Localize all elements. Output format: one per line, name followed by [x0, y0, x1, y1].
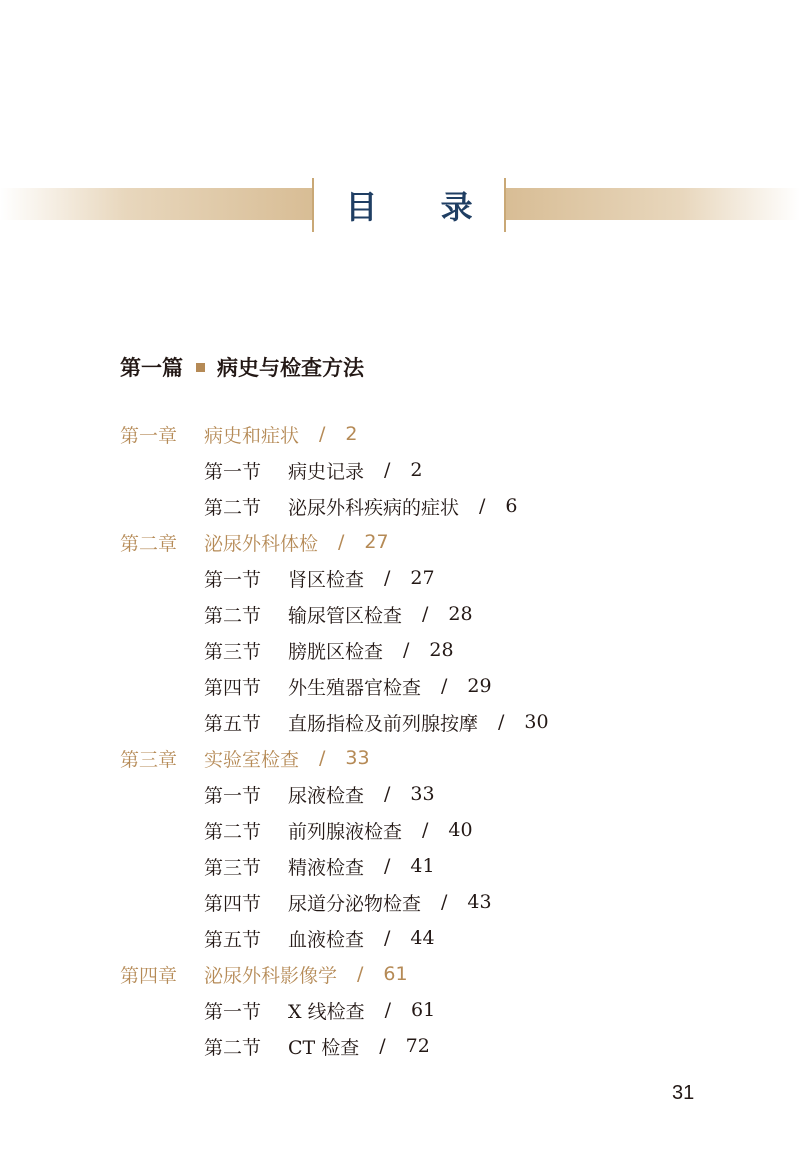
- entry-title: 精液检查: [288, 856, 365, 879]
- entry-separator: /: [441, 675, 448, 697]
- entry-title: X 线检查: [288, 1000, 365, 1023]
- toc-section-entry[interactable]: [120, 884, 780, 920]
- toc-chapter-entry[interactable]: [120, 740, 780, 776]
- entry-number: 第一节: [204, 460, 262, 483]
- entry-number: 第二节: [204, 820, 262, 843]
- entry-page: 2: [410, 459, 423, 481]
- entry-number: 第一节: [204, 568, 262, 591]
- entry-number: 第三节: [204, 856, 262, 879]
- entry-page: 72: [405, 1035, 430, 1057]
- entry-separator: /: [441, 891, 448, 913]
- entry-separator: /: [384, 567, 391, 589]
- toc-section-entry[interactable]: [120, 596, 780, 632]
- entry-title: 前列腺液检查: [288, 820, 403, 843]
- table-of-contents: [120, 416, 780, 1064]
- toc-chapter-entry[interactable]: [120, 956, 780, 992]
- entry-title: 肾区检查: [288, 568, 365, 591]
- part-title: 病史与检查方法: [217, 356, 364, 380]
- toc-section-entry[interactable]: [120, 776, 780, 812]
- entry-separator: /: [338, 531, 345, 553]
- part-label: 第一篇: [120, 356, 183, 380]
- toc-section-entry[interactable]: [120, 848, 780, 884]
- header-band-left: [0, 188, 312, 220]
- entry-page: 6: [505, 495, 518, 517]
- entry-number: 第一章: [120, 424, 178, 447]
- square-bullet-icon: [196, 363, 205, 372]
- entry-title: 泌尿外科体检: [204, 532, 319, 555]
- entry-number: 第一节: [204, 784, 262, 807]
- entry-separator: /: [357, 963, 364, 985]
- entry-page: 30: [524, 711, 549, 733]
- toc-section-entry[interactable]: [120, 812, 780, 848]
- entry-title: 外生殖器官检查: [288, 676, 422, 699]
- toc-chapter-entry[interactable]: [120, 524, 780, 560]
- entry-page: 43: [467, 891, 492, 913]
- entry-separator: /: [379, 1035, 386, 1057]
- entry-title: 输尿管区检查: [288, 604, 403, 627]
- entry-separator: /: [384, 783, 391, 805]
- entry-separator: /: [384, 999, 391, 1021]
- entry-separator: /: [319, 423, 326, 445]
- entry-page: 44: [410, 927, 435, 949]
- toc-chapter-entry[interactable]: [120, 416, 780, 452]
- entry-number: 第五节: [204, 928, 262, 951]
- page-number: 31: [672, 1082, 695, 1104]
- entry-number: 第四节: [204, 676, 262, 699]
- entry-separator: /: [384, 927, 391, 949]
- entry-title: 血液检查: [288, 928, 365, 951]
- entry-page: 61: [383, 963, 408, 985]
- entry-page: 28: [429, 639, 454, 661]
- toc-section-entry[interactable]: [120, 668, 780, 704]
- entry-separator: /: [384, 855, 391, 877]
- entry-number: 第三章: [120, 748, 178, 771]
- entry-number: 第二节: [204, 1036, 262, 1059]
- header-band-right: [506, 188, 800, 220]
- entry-separator: /: [422, 603, 429, 625]
- entry-title: 尿液检查: [288, 784, 365, 807]
- entry-page: 40: [448, 819, 473, 841]
- entry-separator: /: [479, 495, 486, 517]
- entry-title: 泌尿外科疾病的症状: [288, 496, 460, 519]
- toc-section-entry[interactable]: [120, 560, 780, 596]
- entry-title: 实验室检查: [204, 748, 300, 771]
- part-heading: [120, 350, 364, 384]
- entry-page: 29: [467, 675, 492, 697]
- entry-number: 第二节: [204, 604, 262, 627]
- toc-section-entry[interactable]: [120, 704, 780, 740]
- entry-separator: /: [498, 711, 505, 733]
- page-title: 目 录: [345, 188, 499, 226]
- entry-number: 第三节: [204, 640, 262, 663]
- entry-title: 病史和症状: [204, 424, 300, 447]
- entry-page: 2: [345, 423, 358, 445]
- entry-number: 第二章: [120, 532, 178, 555]
- entry-title: 尿道分泌物检查: [288, 892, 422, 915]
- entry-title: 膀胱区检查: [288, 640, 384, 663]
- toc-section-entry[interactable]: [120, 1028, 780, 1064]
- toc-section-entry[interactable]: [120, 632, 780, 668]
- toc-section-entry[interactable]: [120, 488, 780, 524]
- entry-number: 第四章: [120, 964, 178, 987]
- entry-separator: /: [384, 459, 391, 481]
- entry-page: 27: [364, 531, 389, 553]
- entry-page: 27: [410, 567, 435, 589]
- entry-separator: /: [422, 819, 429, 841]
- toc-section-entry[interactable]: [120, 920, 780, 956]
- entry-number: 第四节: [204, 892, 262, 915]
- entry-page: 28: [448, 603, 473, 625]
- entry-separator: /: [319, 747, 326, 769]
- entry-number: 第一节: [204, 1000, 262, 1023]
- entry-number: 第五节: [204, 712, 262, 735]
- entry-number: 第二节: [204, 496, 262, 519]
- toc-section-entry[interactable]: [120, 452, 780, 488]
- entry-title: 直肠指检及前列腺按摩: [288, 712, 479, 735]
- toc-section-entry[interactable]: [120, 992, 780, 1028]
- entry-title: CT 检查: [288, 1036, 360, 1059]
- entry-page: 33: [410, 783, 435, 805]
- entry-title: 病史记录: [288, 460, 365, 483]
- entry-title: 泌尿外科影像学: [204, 964, 338, 987]
- entry-page: 61: [410, 999, 436, 1021]
- entry-separator: /: [403, 639, 410, 661]
- entry-page: 33: [345, 747, 370, 769]
- entry-page: 41: [410, 855, 435, 877]
